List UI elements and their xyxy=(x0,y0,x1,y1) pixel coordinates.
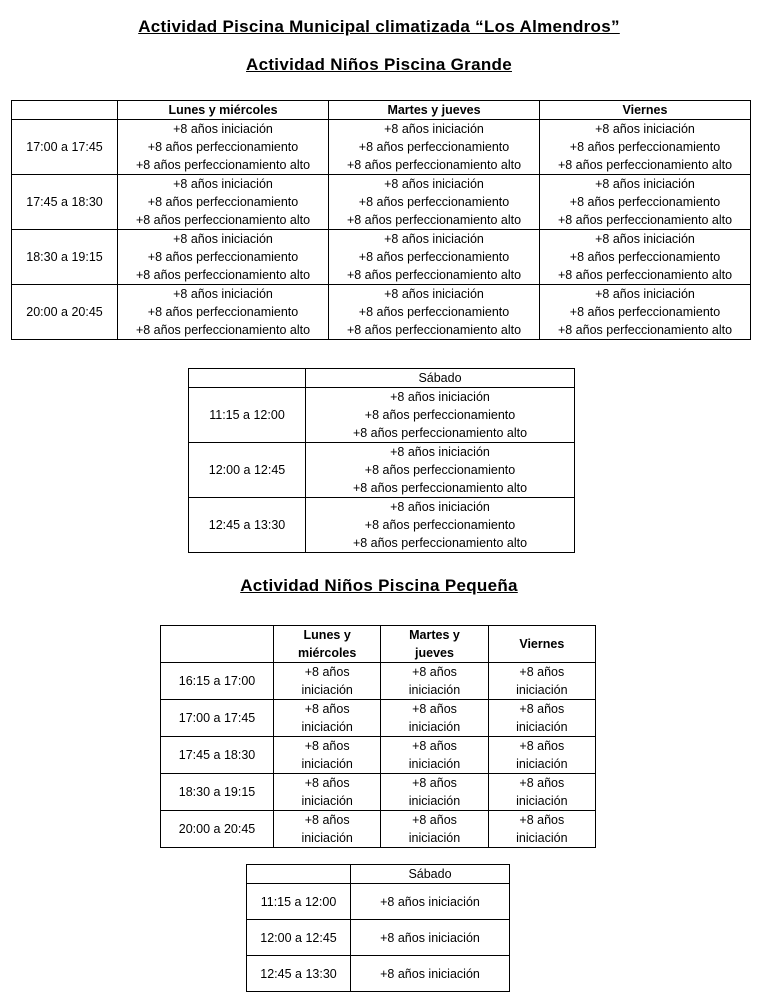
activity-cell xyxy=(381,700,488,737)
activity-level: +8 años iniciación xyxy=(408,813,461,845)
activity-level: +8 años iniciación xyxy=(408,739,461,771)
activity-level: +8 años perfeccionamiento alto xyxy=(346,268,522,282)
activity-level: +8 años perfeccionamiento alto xyxy=(346,213,522,227)
table-row xyxy=(12,175,751,230)
activity-cell xyxy=(540,120,751,175)
activity-level: +8 años perfeccionamiento alto xyxy=(352,536,528,550)
activity-level: +8 años iniciación xyxy=(380,894,480,909)
activity-level: +8 años iniciación xyxy=(516,702,568,734)
activity-level: +8 años iniciación xyxy=(595,232,695,246)
header-cell-day: Sábado xyxy=(306,369,575,388)
activity-cell xyxy=(329,120,540,175)
activity-cell xyxy=(118,120,329,175)
activity-level: +8 años perfeccionamiento alto xyxy=(135,268,311,282)
activity-cell xyxy=(540,285,751,340)
activity-level: +8 años iniciación xyxy=(173,122,273,136)
activity-level: +8 años iniciación xyxy=(595,122,695,136)
activity-level: +8 años iniciación xyxy=(516,776,568,808)
activity-level: +8 años iniciación xyxy=(301,776,353,808)
activity-level: +8 años iniciación xyxy=(380,966,480,981)
time-slot-cell: 18:30 a 19:15 xyxy=(12,230,118,285)
activity-level: +8 años iniciación xyxy=(408,702,461,734)
activity-level: +8 años iniciación xyxy=(301,813,353,845)
table-row xyxy=(189,388,575,443)
header-cell-day: Martes y jueves xyxy=(329,101,540,120)
activity-level: +8 años perfeccionamiento alto xyxy=(135,213,311,227)
activity-level: +8 años iniciación xyxy=(595,177,695,191)
activity-cell xyxy=(488,774,595,811)
table-row xyxy=(12,120,751,175)
activity-level: +8 años perfeccionamiento xyxy=(569,250,721,264)
activity-cell xyxy=(118,285,329,340)
activity-level: +8 años perfeccionamiento xyxy=(569,195,721,209)
activity-cell xyxy=(329,230,540,285)
table-row xyxy=(247,956,510,992)
header-cell-empty xyxy=(189,369,306,388)
time-slot-cell: 17:45 a 18:30 xyxy=(12,175,118,230)
table-row xyxy=(161,663,596,700)
activity-level: +8 años perfeccionamiento xyxy=(147,140,299,154)
activity-level: +8 años iniciación xyxy=(301,739,353,771)
activity-level: +8 años iniciación xyxy=(173,287,273,301)
activity-level: +8 años perfeccionamiento xyxy=(358,250,510,264)
activity-cell xyxy=(118,175,329,230)
table-row xyxy=(161,700,596,737)
activity-cell xyxy=(329,175,540,230)
header-cell-day: Lunes y miércoles xyxy=(274,626,381,663)
activity-level: +8 años iniciación xyxy=(301,665,353,697)
time-slot-cell: 11:15 a 12:00 xyxy=(247,884,351,920)
time-slot-cell: 17:00 a 17:45 xyxy=(12,120,118,175)
table-row xyxy=(161,774,596,811)
activity-level: +8 años perfeccionamiento xyxy=(358,195,510,209)
activity-level: +8 años perfeccionamiento xyxy=(147,250,299,264)
page-title: Actividad Piscina Municipal climatizada “Los Almendros” xyxy=(138,17,620,36)
table-row xyxy=(247,920,510,956)
time-slot-cell: 17:45 a 18:30 xyxy=(161,737,274,774)
activity-cell xyxy=(540,175,751,230)
activity-level: +8 años perfeccionamiento alto xyxy=(346,323,522,337)
activity-cell xyxy=(274,663,381,700)
time-slot-cell: 20:00 a 20:45 xyxy=(161,811,274,848)
activity-level: +8 años perfeccionamiento xyxy=(569,140,721,154)
time-slot-cell: 17:00 a 17:45 xyxy=(161,700,274,737)
activity-level: +8 años perfeccionamiento xyxy=(364,408,516,422)
activity-cell xyxy=(488,737,595,774)
activity-level: +8 años iniciación xyxy=(408,776,461,808)
activity-cell xyxy=(381,811,488,848)
time-slot-cell: 16:15 a 17:00 xyxy=(161,663,274,700)
activity-level: +8 años perfeccionamiento alto xyxy=(557,213,733,227)
header-cell-day: Viernes xyxy=(488,626,595,663)
activity-level: +8 años iniciación xyxy=(516,665,568,697)
time-slot-cell: 18:30 a 19:15 xyxy=(161,774,274,811)
activity-cell xyxy=(274,737,381,774)
activity-cell xyxy=(306,498,575,553)
activity-cell xyxy=(329,285,540,340)
table-row xyxy=(12,230,751,285)
section-title-grande: Actividad Niños Piscina Grande xyxy=(246,55,512,74)
activity-level: +8 años perfeccionamiento xyxy=(358,140,510,154)
header-cell-empty xyxy=(12,101,118,120)
header-cell-day: Martes y jueves xyxy=(381,626,488,663)
activity-level: +8 años iniciación xyxy=(516,739,568,771)
activity-level: +8 años perfeccionamiento alto xyxy=(352,426,528,440)
activity-level: +8 años iniciación xyxy=(384,287,484,301)
time-slot-cell: 12:00 a 12:45 xyxy=(247,920,351,956)
header-cell-day: Viernes xyxy=(540,101,751,120)
activity-level: +8 años iniciación xyxy=(384,232,484,246)
activity-cell xyxy=(488,811,595,848)
activity-level: +8 años perfeccionamiento alto xyxy=(557,158,733,172)
table-header-row xyxy=(12,101,751,120)
activity-level: +8 años iniciación xyxy=(390,500,490,514)
activity-level: +8 años perfeccionamiento alto xyxy=(346,158,522,172)
activity-cell xyxy=(351,956,510,992)
activity-level: +8 años iniciación xyxy=(390,390,490,404)
time-slot-cell: 11:15 a 12:00 xyxy=(189,388,306,443)
activity-level: +8 años perfeccionamiento xyxy=(364,518,516,532)
header-cell-day: Sábado xyxy=(351,865,510,884)
time-slot-cell: 20:00 a 20:45 xyxy=(12,285,118,340)
activity-level: +8 años iniciación xyxy=(380,930,480,945)
activity-cell xyxy=(274,774,381,811)
activity-level: +8 años iniciación xyxy=(408,665,461,697)
schedule-table-grande-saturday xyxy=(188,368,575,553)
table-header-row xyxy=(161,626,596,663)
table-header-row xyxy=(247,865,510,884)
activity-level: +8 años perfeccionamiento alto xyxy=(352,481,528,495)
activity-level: +8 años iniciación xyxy=(390,445,490,459)
section-title-pequena: Actividad Niños Piscina Pequeña xyxy=(240,576,518,595)
activity-cell xyxy=(274,700,381,737)
activity-level: +8 años perfeccionamiento alto xyxy=(135,323,311,337)
table-row xyxy=(161,737,596,774)
activity-cell xyxy=(381,663,488,700)
activity-level: +8 años perfeccionamiento alto xyxy=(557,268,733,282)
activity-cell xyxy=(381,774,488,811)
activity-level: +8 años iniciación xyxy=(384,177,484,191)
time-slot-cell: 12:00 a 12:45 xyxy=(189,443,306,498)
activity-level: +8 años perfeccionamiento xyxy=(147,305,299,319)
activity-level: +8 años iniciación xyxy=(301,702,353,734)
activity-cell xyxy=(488,663,595,700)
table-row xyxy=(189,443,575,498)
header-cell-day: Lunes y miércoles xyxy=(118,101,329,120)
table-header-row xyxy=(189,369,575,388)
activity-cell xyxy=(540,230,751,285)
activity-level: +8 años iniciación xyxy=(173,177,273,191)
activity-cell xyxy=(306,443,575,498)
activity-level: +8 años perfeccionamiento xyxy=(147,195,299,209)
header-cell-empty xyxy=(247,865,351,884)
activity-cell xyxy=(306,388,575,443)
activity-cell xyxy=(274,811,381,848)
activity-level: +8 años iniciación xyxy=(384,122,484,136)
activity-level: +8 años iniciación xyxy=(516,813,568,845)
activity-cell xyxy=(381,737,488,774)
activity-cell xyxy=(351,920,510,956)
table-row xyxy=(12,285,751,340)
activity-level: +8 años perfeccionamiento xyxy=(569,305,721,319)
schedule-table-grande-weekdays xyxy=(11,100,751,340)
activity-level: +8 años iniciación xyxy=(595,287,695,301)
time-slot-cell: 12:45 a 13:30 xyxy=(189,498,306,553)
table-row xyxy=(247,884,510,920)
activity-level: +8 años iniciación xyxy=(173,232,273,246)
activity-level: +8 años perfeccionamiento xyxy=(358,305,510,319)
activity-level: +8 años perfeccionamiento xyxy=(364,463,516,477)
activity-cell xyxy=(118,230,329,285)
activity-cell xyxy=(351,884,510,920)
activity-level: +8 años perfeccionamiento alto xyxy=(135,158,311,172)
time-slot-cell: 12:45 a 13:30 xyxy=(247,956,351,992)
table-row xyxy=(161,811,596,848)
activity-level: +8 años perfeccionamiento alto xyxy=(557,323,733,337)
schedule-table-pequena-weekdays xyxy=(160,625,596,848)
activity-cell xyxy=(488,700,595,737)
table-row xyxy=(189,498,575,553)
header-cell-empty xyxy=(161,626,274,663)
schedule-table-pequena-saturday xyxy=(246,864,510,992)
